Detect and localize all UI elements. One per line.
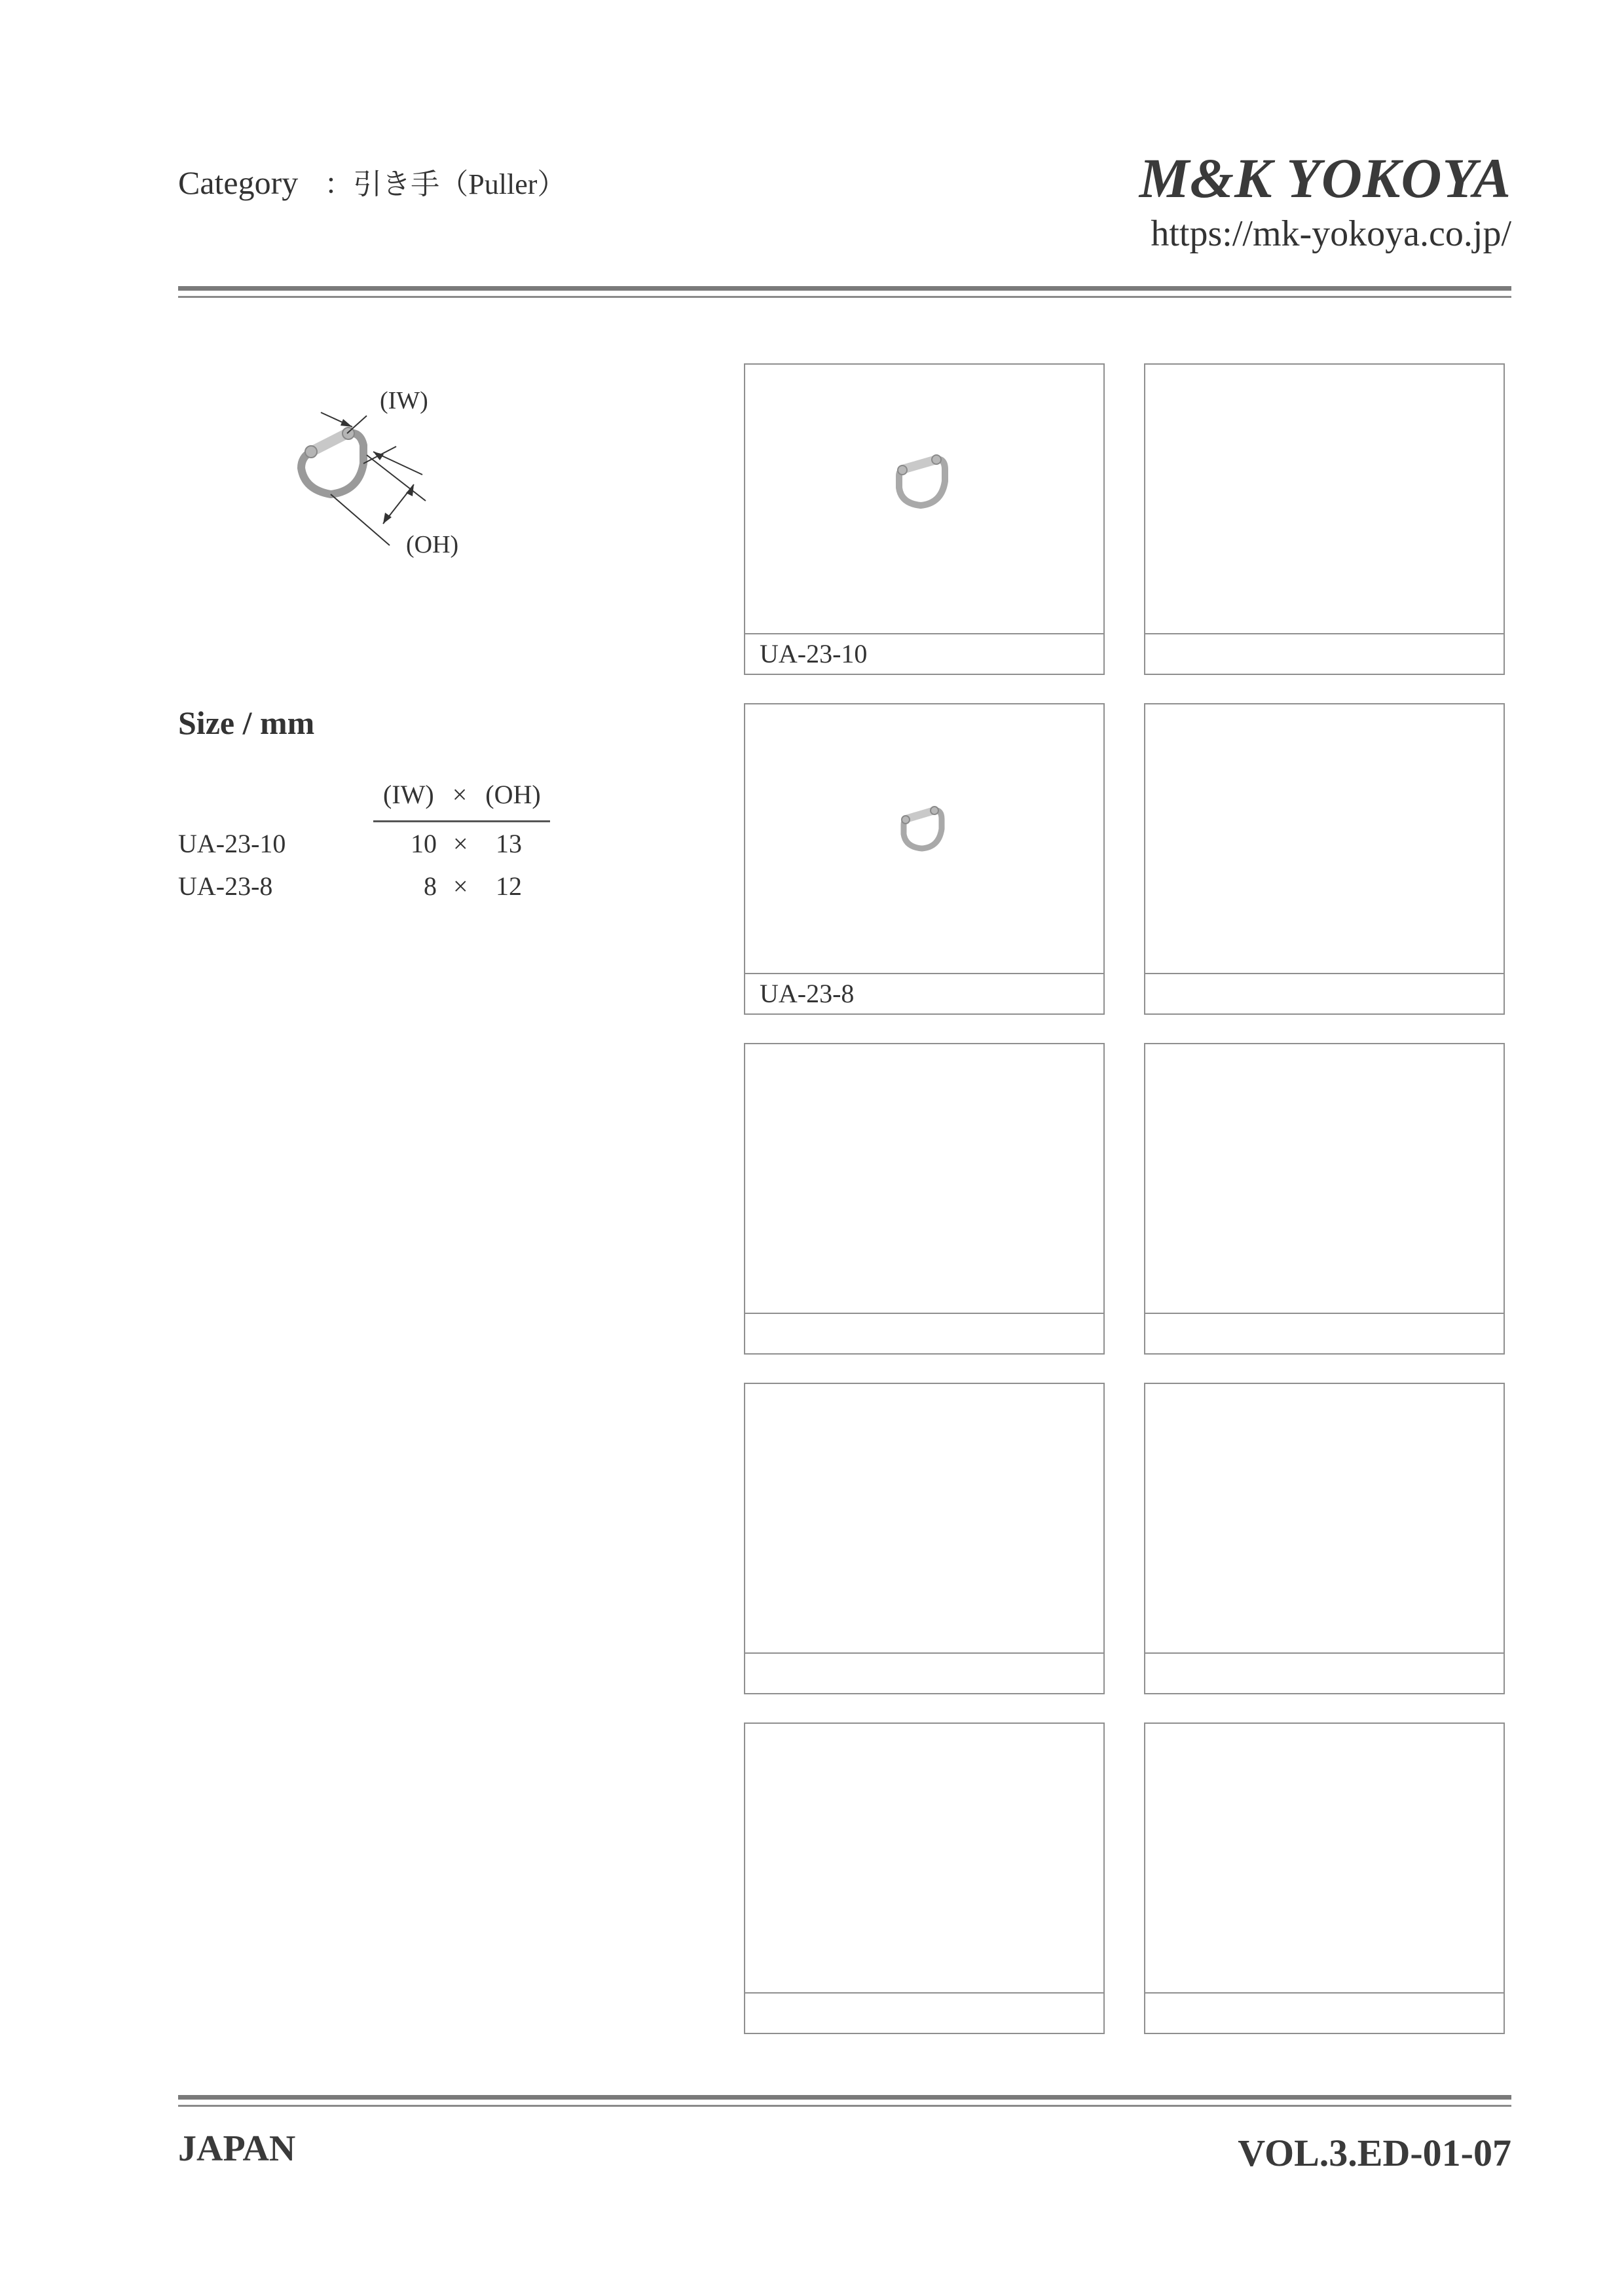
footer-rule-bottom — [178, 2105, 1511, 2107]
d-ring-photo-icon — [745, 704, 1103, 973]
header-iw: (IW) — [383, 780, 434, 809]
product-card[interactable] — [744, 1383, 1105, 1694]
product-image-area — [745, 1724, 1103, 1994]
size-row-times: × — [453, 871, 468, 901]
footer-volume: VOL.3.ED-01-07 — [1238, 2132, 1511, 2174]
oh-label: (OH) — [406, 531, 459, 558]
category-value: ：引き手（Puller） — [324, 168, 566, 200]
product-image-area — [745, 704, 1103, 974]
product-image-area — [1145, 365, 1504, 634]
product-image-area — [745, 1384, 1103, 1654]
size-row — [178, 871, 571, 903]
dimension-diagram — [275, 386, 524, 583]
size-header-underline — [373, 820, 550, 822]
size-row-oh: 13 — [496, 829, 522, 858]
product-card[interactable] — [1144, 1383, 1505, 1694]
product-caption: UA-23-10 — [760, 639, 868, 668]
product-image-area — [1145, 1384, 1504, 1654]
category-line — [178, 160, 566, 202]
header-rule-bottom — [178, 296, 1511, 298]
product-card[interactable] — [744, 703, 1105, 1015]
header-times: × — [452, 780, 468, 809]
product-card[interactable] — [744, 363, 1105, 675]
brand-name: M&K YOKOYA — [1139, 147, 1511, 210]
iw-label: (IW) — [380, 387, 428, 414]
category-label: Category — [178, 164, 299, 201]
size-row — [178, 828, 571, 861]
d-ring-diagram-icon — [275, 386, 524, 583]
product-image-area — [745, 1044, 1103, 1314]
size-row-oh: 12 — [496, 871, 522, 901]
product-card[interactable] — [1144, 703, 1505, 1015]
product-image-area — [1145, 1724, 1504, 1994]
product-card[interactable] — [1144, 363, 1505, 675]
size-table-header — [383, 779, 560, 810]
product-image-area — [1145, 1044, 1504, 1314]
product-card[interactable] — [1144, 1722, 1505, 2034]
product-card[interactable] — [744, 1722, 1105, 2034]
d-ring-photo-icon — [745, 365, 1103, 633]
header-oh: (OH) — [485, 780, 541, 809]
size-row-code: UA-23-8 — [178, 871, 273, 901]
header-rule-top — [178, 286, 1511, 291]
website-url[interactable]: https://mk-yokoya.co.jp/ — [1151, 213, 1511, 254]
size-title: Size / mm — [178, 704, 315, 741]
product-caption: UA-23-8 — [760, 979, 855, 1008]
product-card[interactable] — [1144, 1043, 1505, 1355]
product-image-area — [745, 365, 1103, 634]
product-card[interactable] — [744, 1043, 1105, 1355]
size-row-iw: 10 — [411, 829, 437, 858]
footer-country: JAPAN — [178, 2128, 296, 2169]
product-image-area — [1145, 704, 1504, 974]
size-row-iw: 8 — [424, 871, 437, 901]
size-row-times: × — [453, 829, 468, 858]
footer-rule-top — [178, 2095, 1511, 2100]
size-row-code: UA-23-10 — [178, 829, 286, 858]
